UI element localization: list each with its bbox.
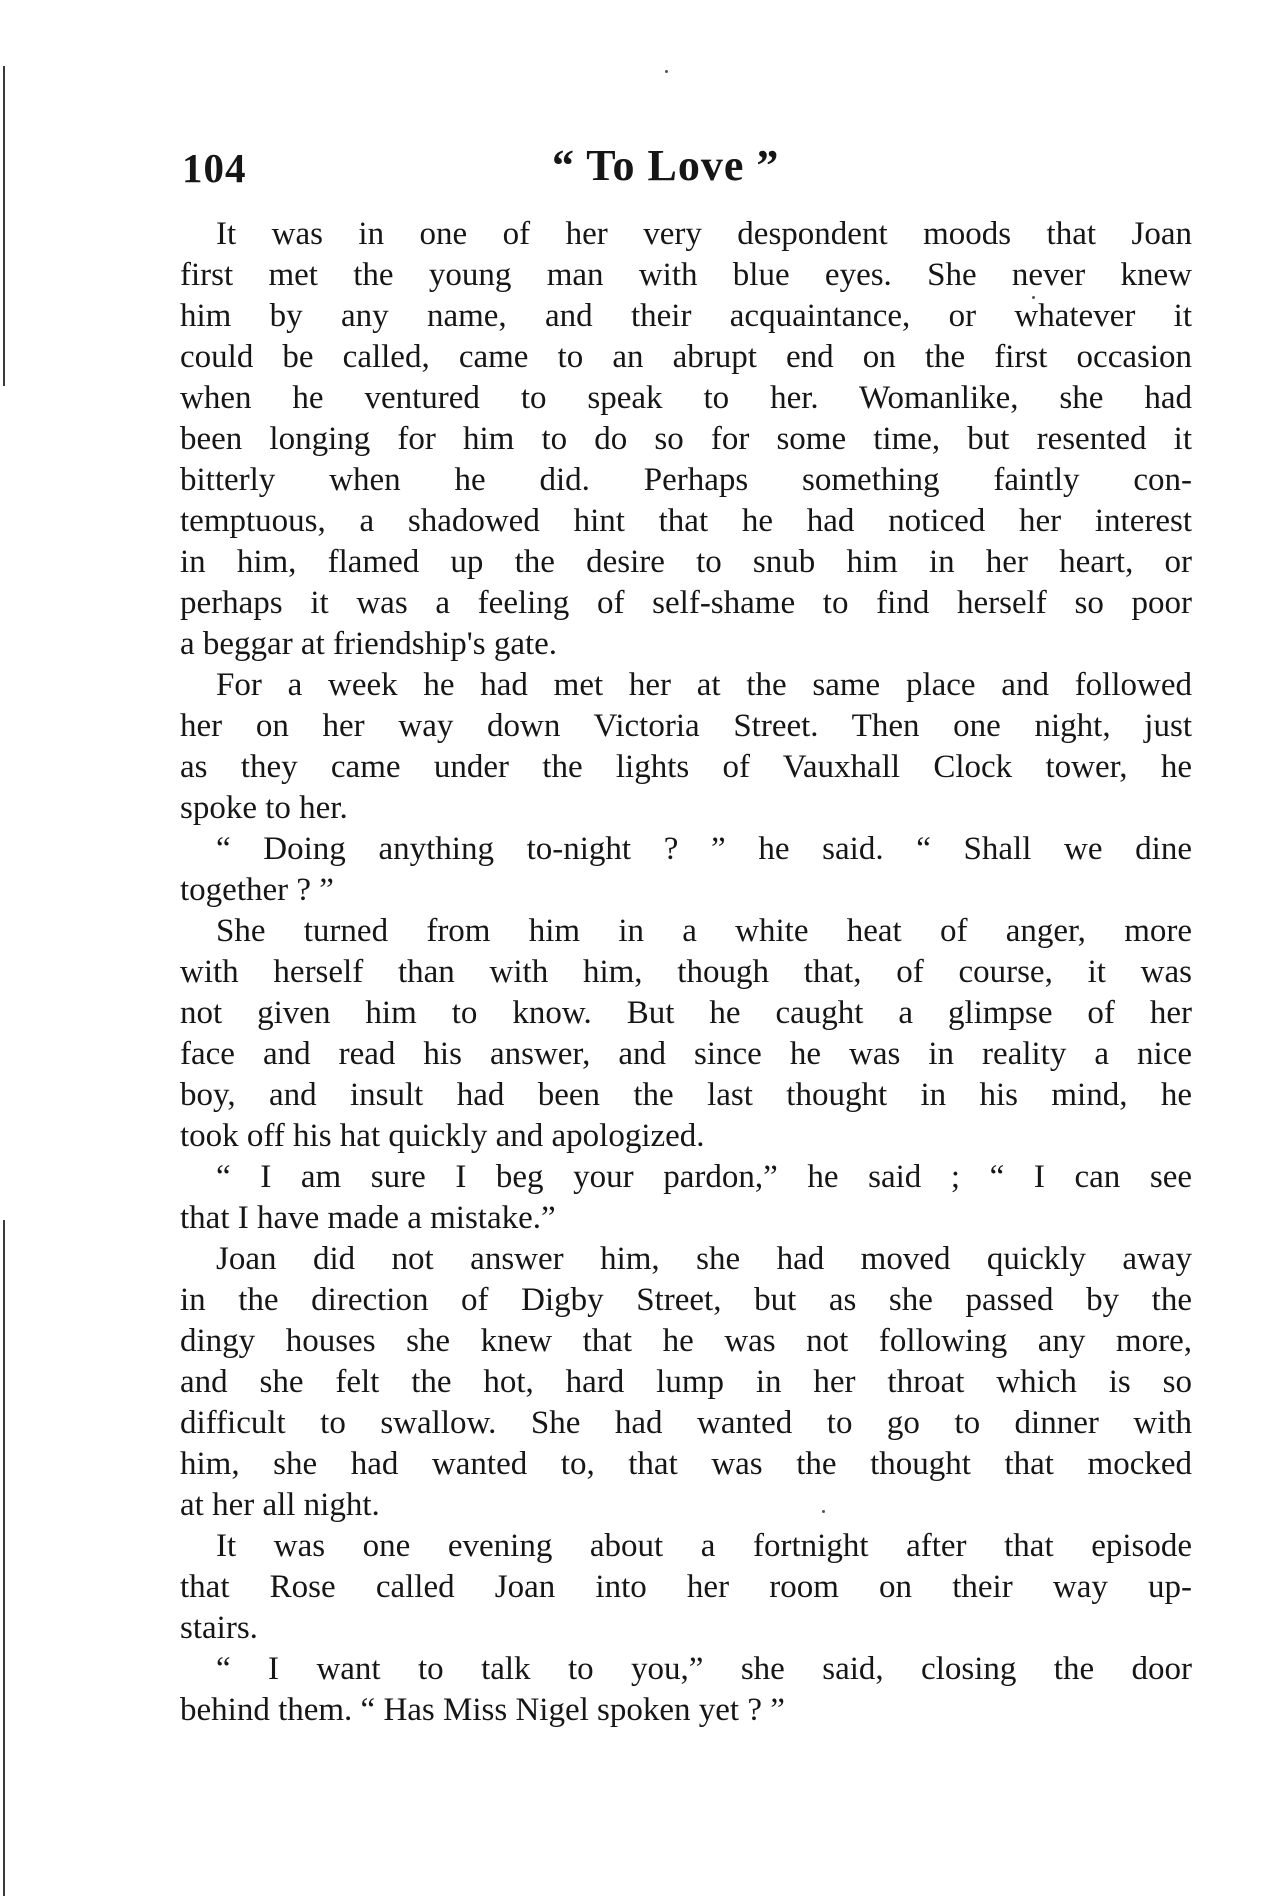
- text-line: “ Doing anything to-night ? ” he said. “ Shall we dine: [216, 831, 1192, 867]
- text-line: perhaps it was a feeling of self-shame to find herself so poor: [180, 585, 1192, 621]
- text-line: “ I want to talk to you,” she said, closing the door: [216, 1651, 1192, 1687]
- text-line: She turned from him in a white heat of anger, more: [216, 913, 1192, 949]
- text-line: and she felt the hot, hard lump in her throat which is so: [180, 1364, 1192, 1400]
- text-line: boy, and insult had been the last thought in his mind, he: [180, 1077, 1192, 1113]
- text-line: spoke to her.: [180, 790, 348, 826]
- text-line: her on her way down Victoria Street. Then one night, just: [180, 708, 1192, 744]
- text-line: him by any name, and their acquaintance, or whatever it: [180, 298, 1192, 334]
- body-text: [180, 214, 1192, 1731]
- text-line: “ I am sure I beg your pardon,” he said ; “ I can see: [216, 1159, 1192, 1195]
- text-line: with herself than with him, though that, of course, it was: [180, 954, 1192, 990]
- text-line: when he ventured to speak to her. Womanlike, she had: [180, 380, 1192, 416]
- text-line: him, she had wanted to, that was the thought that mocked: [180, 1446, 1192, 1482]
- text-line: difficult to swallow. She had wanted to go to dinner with: [180, 1405, 1192, 1441]
- text-line: together ? ”: [180, 872, 334, 908]
- text-line: first met the young man with blue eyes. She never knew: [180, 257, 1192, 293]
- text-line: Joan did not answer him, she had moved quickly away: [216, 1241, 1192, 1277]
- text-line: as they came under the lights of Vauxhall Clock tower, he: [180, 749, 1192, 785]
- text-line: stairs.: [180, 1610, 258, 1646]
- page-edge-line-top: [3, 66, 5, 386]
- text-line: It was in one of her very despondent moods that Joan: [216, 216, 1192, 252]
- text-line: not given him to know. But he caught a glimpse of her: [180, 995, 1192, 1031]
- text-line: could be called, came to an abrupt end on the first occasion: [180, 339, 1192, 375]
- text-line: at her all night.: [180, 1487, 380, 1523]
- running-title: “ To Love ”: [552, 141, 780, 190]
- text-line: in the direction of Digby Street, but as she passed by the: [180, 1282, 1192, 1318]
- text-line: It was one evening about a fortnight after that episode: [216, 1528, 1192, 1564]
- text-line: that Rose called Joan into her room on their way up-: [180, 1569, 1192, 1605]
- page-edge-line-bottom: [3, 1220, 5, 1896]
- text-line: in him, flamed up the desire to snub him in her heart, or: [180, 544, 1192, 580]
- text-line: face and read his answer, and since he was in reality a nice: [180, 1036, 1192, 1072]
- text-line: that I have made a mistake.”: [180, 1200, 556, 1236]
- text-line: a beggar at friendship's gate.: [180, 626, 558, 662]
- text-line: temptuous, a shadowed hint that he had noticed her interest: [180, 503, 1192, 539]
- text-line: took off his hat quickly and apologized.: [180, 1118, 705, 1154]
- paper-speck: [665, 70, 668, 73]
- text-line: behind them. “ Has Miss Nigel spoken yet ? ”: [180, 1692, 785, 1728]
- page-header: [182, 140, 1192, 200]
- text-line: been longing for him to do so for some time, but resented it: [180, 421, 1192, 457]
- text-line: bitterly when he did. Perhaps something faintly con-: [180, 462, 1192, 498]
- page-number: 104: [182, 145, 247, 191]
- text-line: For a week he had met her at the same place and followed: [216, 667, 1192, 703]
- text-line: dingy houses she knew that he was not following any more,: [180, 1323, 1192, 1359]
